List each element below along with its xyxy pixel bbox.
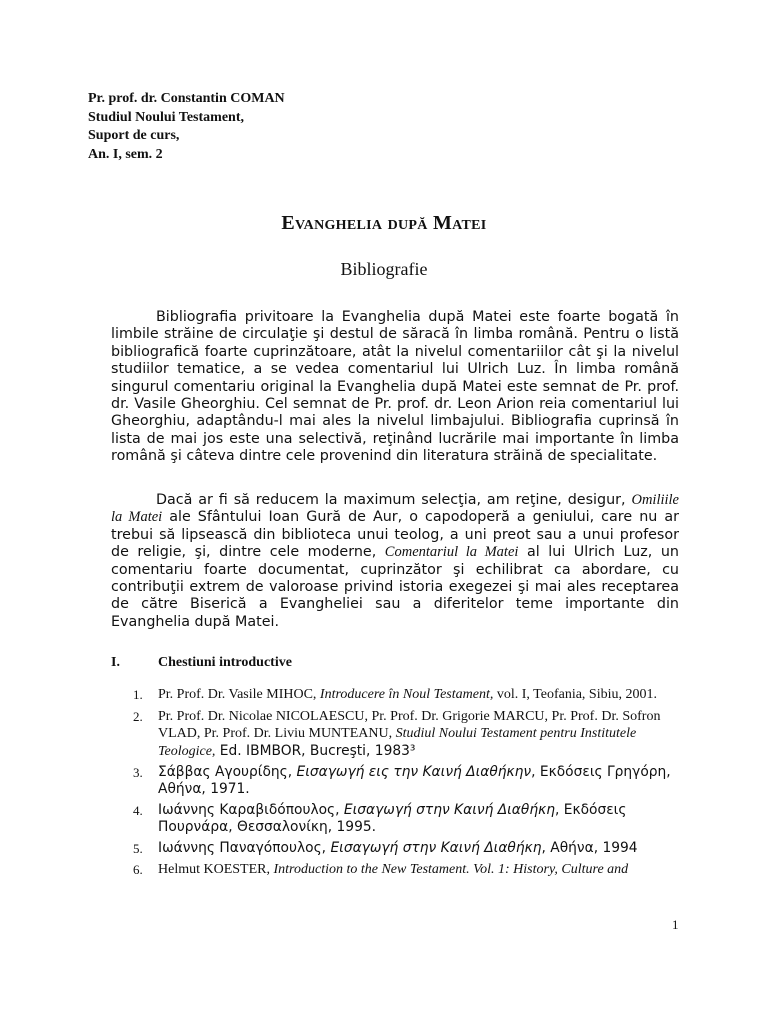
item-author: Ιωάννης Παναγόπουλος, xyxy=(158,840,331,856)
bibliography-item xyxy=(111,708,671,761)
item-author: Σάββας Αγουρίδης, xyxy=(158,764,297,780)
section-heading xyxy=(111,655,292,671)
paragraph-2-italic-comentariul: Comentariul la Matei xyxy=(384,544,519,561)
item-number: 3. xyxy=(133,765,143,780)
course-line: Studiul Noului Testament, xyxy=(88,109,244,125)
bibliography-item xyxy=(111,764,671,798)
item-details: vol. I, Teofania, Sibiu, 2001. xyxy=(493,687,657,702)
item-details: , Εκδόσεις Πουρνάρα, Θεσσαλονίκη, 1995. xyxy=(158,802,627,835)
bibliography-item xyxy=(111,802,671,836)
year-semester-line: An. I, sem. 2 xyxy=(88,146,163,162)
bibliography-item xyxy=(111,840,671,857)
bibliography-item xyxy=(111,861,671,879)
item-author: Helmut KOESTER, xyxy=(158,862,274,877)
item-title: Εισαγωγή εις την Καινή Διαθήκην xyxy=(296,764,532,780)
item-title: Introducere în Noul Testament, xyxy=(319,687,494,702)
paragraph-2-text-b: ale Sfântului Ioan Gură de Aur, o capodoperă a geniului, care nu ar trebui să lipsească din biblioteca unui teolog, a uni preot sau a unui profesor de religie, şi, dintre cele moderne, xyxy=(111,509,679,561)
page-number: 1 xyxy=(672,917,679,932)
item-title: Introduction to the New Testament. Vol. 1: History, Culture and xyxy=(273,862,629,877)
item-title: Studiul Noului Testament pentru Institutele Teologice, xyxy=(158,726,637,759)
author-line: Pr. prof. dr. Constantin COMAN xyxy=(88,91,285,106)
item-details: , Εκδόσεις Γρηγόρη, Αθήνα, 1971. xyxy=(158,764,671,797)
item-details: , Αθήνα, 1994 xyxy=(541,840,638,856)
item-author: Pr. Prof. Dr. Vasile MIHOC, xyxy=(158,687,320,702)
intro-paragraph-2 xyxy=(111,492,679,631)
section-number: I. xyxy=(111,655,120,670)
item-number: 1. xyxy=(133,687,143,702)
item-number: 4. xyxy=(133,803,143,818)
item-number: 6. xyxy=(133,862,143,877)
document-title: Evanghelia după Matei xyxy=(281,212,487,234)
bibliography-item xyxy=(111,686,671,704)
document-subtitle: Bibliografie xyxy=(340,259,428,279)
intro-paragraph-1 xyxy=(111,309,679,466)
support-line: Suport de curs, xyxy=(88,128,180,143)
author-header xyxy=(88,90,285,164)
paragraph-2-text-a: Dacă ar fi să reducem la maximum selecţia, am reţine, desigur, xyxy=(156,492,632,508)
paragraph-2-italic-omilii: Omiliile la Matei xyxy=(111,492,679,526)
item-author: Pr. Prof. Dr. Nicolae NICOLAESCU, Pr. Prof. Dr. Grigorie MARCU, Pr. Prof. Dr. Sofron VLAD, Pr. Prof. Dr. Liviu MUNTEANU, xyxy=(158,708,661,741)
section-title: Chestiuni introductive xyxy=(158,655,292,670)
paragraph-2-text-c: al lui Ulrich Luz, un comentariu foarte documentat, cuprinzător şi echilibrat ca abordare, cu contribuţii extrem de valoroase privind istoria exegezei şi mai ales receptarea de către Biserică a Evangheliei sau a diferitelor teme importante din Evanghelia după Matei. xyxy=(111,544,679,630)
item-title: Εισαγωγή στην Καινή Διαθήκη xyxy=(330,840,542,856)
item-details: Ed. IBMBOR, Bucreşti, 1983³ xyxy=(215,742,416,759)
item-author: Ιωάννης Καραβιδόπουλος, xyxy=(158,802,344,818)
item-title: Εισαγωγή στην Καινή Διαθήκη xyxy=(343,802,555,818)
item-number: 2. xyxy=(133,708,143,724)
intro-paragraph-1-text: Bibliografia privitoare la Evanghelia după Matei este foarte bogată în limbile străine de circulaţie şi destul de săracă în limba română. Pentru o listă bibliografică foarte cuprinzătoare, atât la nivelul comentariilor cât şi la nivelul studiilor tematice, a se vedea comentariul lui Ulrich Luz. În limba română singurul comentariu original la Evanghelia după Matei este semnat de Pr. prof. dr. Vasile Gheorghiu. Cel semnat de Pr. prof. dr. Leon Arion reia comentariul lui Gheorghiu, adaptându-l mai ales la nivelul limbajului. Bibliografia cuprinsă în lista de mai jos este una selectivă, reţinând lucrările mai importante în limba română şi câteva dintre cele provenind din literatura străină de specialitate. xyxy=(111,309,679,465)
item-number: 5. xyxy=(133,841,143,856)
bibliography-list xyxy=(111,686,671,883)
